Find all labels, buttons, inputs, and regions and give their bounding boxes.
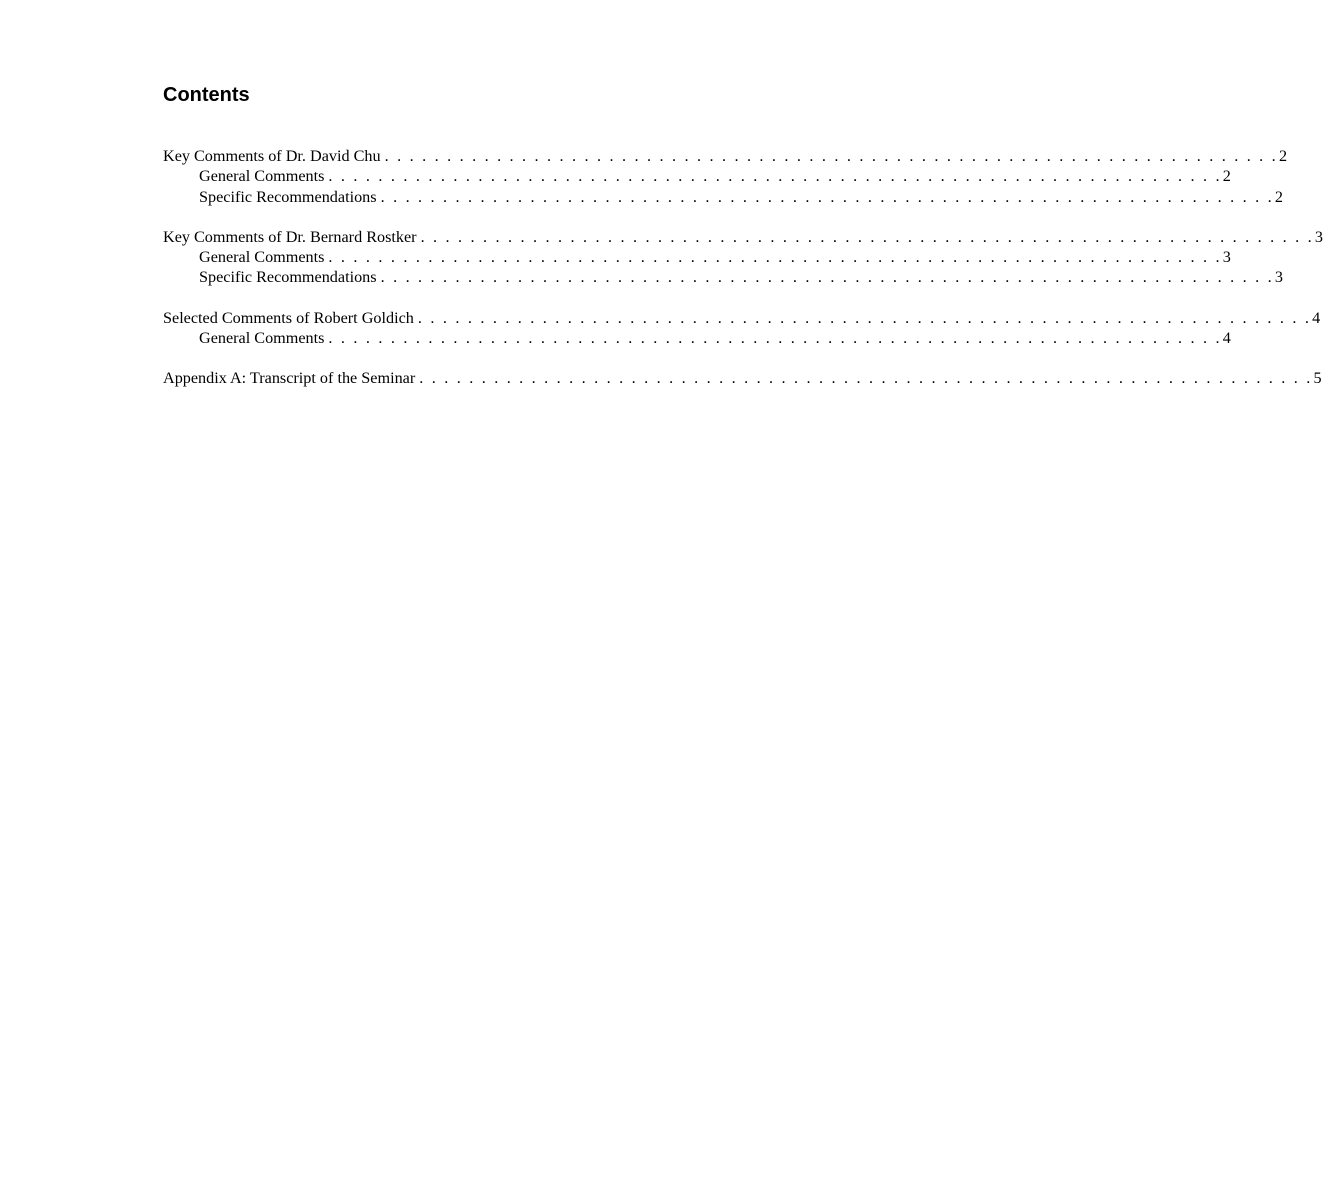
toc-dot-leader: . . . . . . . . . . . . . . . . . . . . . . . . . . . . . . . . . . . . . . . . . . . . . . . . . . . . . . . . . . . . . . . . . . . . . . . . — [380, 268, 1274, 287]
toc-page-number: 3 — [1222, 248, 1231, 267]
toc-entry-title: General Comments — [199, 248, 325, 267]
toc-entry-title: Key Comments of Dr. Bernard Rostker — [163, 227, 417, 246]
contents-heading: Contents — [163, 84, 250, 106]
toc-section-appendix — [163, 368, 1322, 388]
toc-entry-chu-general-comments[interactable] — [163, 166, 1231, 186]
toc-entry-title: Appendix A: Transcript of the Seminar — [163, 369, 416, 388]
toc-entry-title: General Comments — [199, 329, 325, 348]
toc-entry-title: General Comments — [199, 167, 325, 186]
toc-section-rostker — [163, 227, 1323, 288]
toc-dot-leader: . . . . . . . . . . . . . . . . . . . . . . . . . . . . . . . . . . . . . . . . . . . . . . . . . . . . . . . . . . . . . . . . . . . . . . . . — [380, 187, 1274, 206]
toc-entry-appendix-a[interactable] — [163, 368, 1322, 388]
toc-dot-leader: . . . . . . . . . . . . . . . . . . . . . . . . . . . . . . . . . . . . . . . . . . . . . . . . . . . . . . . . . . . . . . . . . . . . . . . . — [384, 147, 1278, 165]
toc-entry-rostker-key-comments[interactable] — [163, 227, 1323, 247]
toc-page-number: 3 — [1314, 227, 1323, 246]
toc-entry-title: Selected Comments of Robert Goldich — [163, 308, 414, 327]
toc-entry-chu-specific-recommendations[interactable] — [163, 187, 1283, 207]
toc-entry-title: Specific Recommendations — [199, 268, 377, 287]
toc-dot-leader: . . . . . . . . . . . . . . . . . . . . . . . . . . . . . . . . . . . . . . . . . . . . . . . . . . . . . . . . . . . . . . . . . . . . . . . . — [328, 167, 1222, 186]
toc-dot-leader: . . . . . . . . . . . . . . . . . . . . . . . . . . . . . . . . . . . . . . . . . . . . . . . . . . . . . . . . . . . . . . . . . . . . . . . . — [328, 248, 1222, 267]
toc-dot-leader: . . . . . . . . . . . . . . . . . . . . . . . . . . . . . . . . . . . . . . . . . . . . . . . . . . . . . . . . . . . . . . . . . . . . . . . . — [420, 227, 1314, 246]
toc-entry-rostker-specific-recommendations[interactable] — [163, 267, 1283, 287]
toc-page-number: 4 — [1312, 308, 1321, 327]
toc-entry-rostker-general-comments[interactable] — [163, 247, 1231, 267]
toc-page-number: 2 — [1222, 167, 1231, 186]
toc-dot-leader: . . . . . . . . . . . . . . . . . . . . . . . . . . . . . . . . . . . . . . . . . . . . . . . . . . . . . . . . . . . . . . . . . . . . . . . . — [417, 308, 1312, 327]
toc-entry-goldich-selected-comments[interactable] — [163, 308, 1321, 328]
toc-page-number: 2 — [1274, 187, 1283, 206]
toc-page-number: 3 — [1274, 268, 1283, 287]
toc-entry-goldich-general-comments[interactable] — [163, 328, 1231, 348]
toc-section-goldich — [163, 308, 1321, 349]
toc-entry-title: Specific Recommendations — [199, 187, 377, 206]
table-of-contents — [163, 146, 1323, 409]
toc-section-chu — [163, 146, 1288, 207]
toc-dot-leader: . . . . . . . . . . . . . . . . . . . . . . . . . . . . . . . . . . . . . . . . . . . . . . . . . . . . . . . . . . . . . . . . . . . . . . . . — [328, 329, 1222, 348]
toc-entry-title: Key Comments of Dr. David Chu — [163, 147, 381, 165]
toc-entry-chu-key-comments[interactable] — [163, 146, 1288, 166]
toc-dot-leader: . . . . . . . . . . . . . . . . . . . . . . . . . . . . . . . . . . . . . . . . . . . . . . . . . . . . . . . . . . . . . . . . . . . . . . . . — [419, 369, 1313, 388]
toc-page-number: 4 — [1222, 329, 1231, 348]
toc-page-number: 2 — [1278, 147, 1288, 165]
toc-page-number: 5 — [1313, 369, 1322, 388]
